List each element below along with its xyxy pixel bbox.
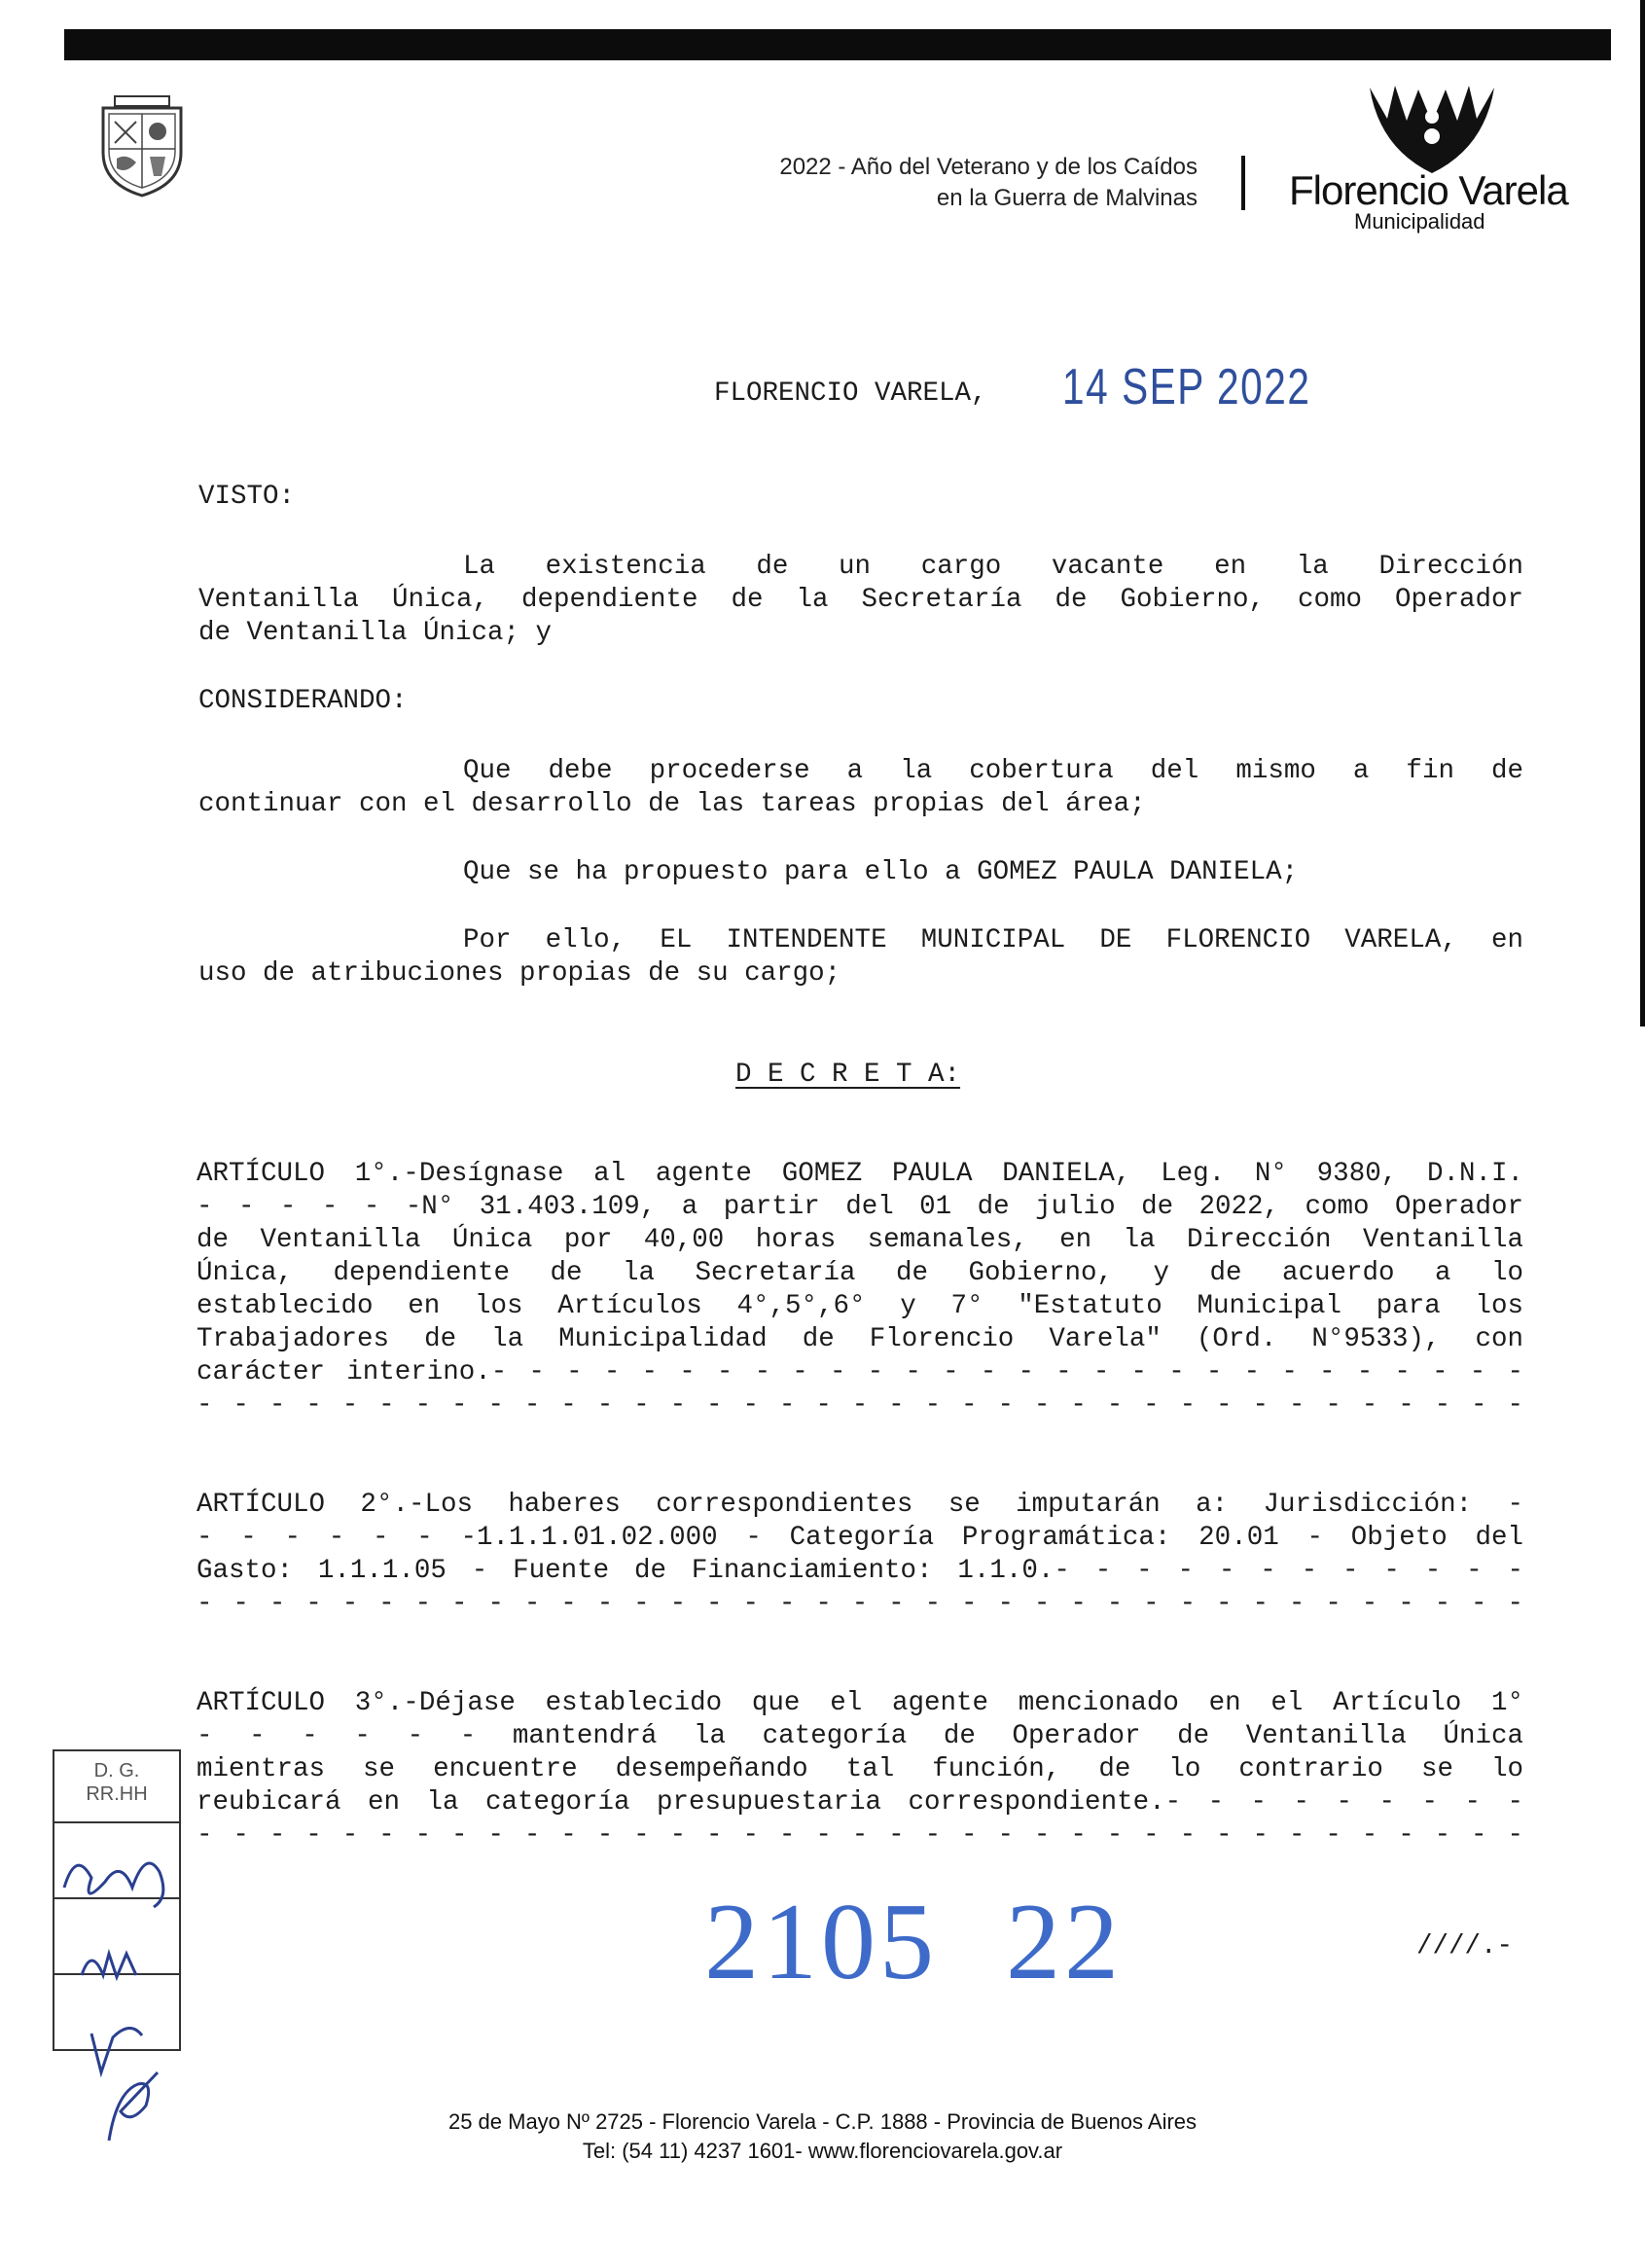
articulo-3-line: reubicará en la categoría presupuestaria correspondiente.- - - - - - - - - — [197, 1787, 1523, 1818]
articulo-1-line: carácter interino.- - - - - - - - - - - - - - - - - - - - - - - - - - - - — [197, 1357, 1523, 1387]
visto-text-line: Ventanilla Única, dependiente de la Secretaría de Gobierno, como Operador — [198, 585, 1523, 615]
logo-subtitle: Municipalidad — [1354, 209, 1485, 234]
articulo-1-line: Trabajadores de la Municipalidad de Florencio Varela" (Ord. N°9533), con — [197, 1324, 1523, 1354]
commemorative-motto — [779, 152, 1198, 214]
considerando-heading: CONSIDERANDO: — [198, 686, 408, 716]
articulo-1-line: de Ventanilla Única por 40,00 horas semanales, en la Dirección Ventanilla — [197, 1225, 1523, 1255]
motto-line-2: en la Guerra de Malvinas — [936, 185, 1198, 211]
municipal-coat-of-arms-icon — [97, 94, 187, 199]
articulo-2-line: ARTÍCULO 2°.-Los haberes correspondientes se imputarán a: Jurisdicción: - — [197, 1490, 1523, 1520]
articulo-2-line: - - - - - - -1.1.1.01.02.000 - Categoría Programática: 20.01 - Objeto del — [197, 1523, 1523, 1553]
articulo-1-line: establecido en los Artículos 4°,5°,6° y 7° "Estatuto Municipal para los — [197, 1291, 1523, 1321]
header-divider — [1241, 156, 1245, 210]
considerando-text-line: Por ello, EL INTENDENTE MUNICIPAL DE FLORENCIO VARELA, en — [463, 925, 1523, 955]
top-black-bar — [64, 29, 1611, 60]
motto-line-1: 2022 - Año del Veterano y de los Caídos — [779, 154, 1198, 180]
articulo-1-line: - - - - - -N° 31.403.109, a partir del 01 de julio de 2022, como Operador — [197, 1192, 1523, 1222]
considerando-text-line: continuar con el desarrollo de las tareas propias del área; — [198, 789, 1146, 819]
scan-edge-shadow — [1640, 0, 1645, 1026]
logo-wordmark: Florencio Varela — [1289, 167, 1568, 213]
articulo-3-filler-line: - - - - - - - - - - - - - - - - - - - - - - - - - - - - - - - - - - - - - — [197, 1820, 1523, 1851]
initials-box-label — [54, 1759, 179, 1806]
articulo-2-filler-line: - - - - - - - - - - - - - - - - - - - - - - - - - - - - - - - - - - - - - — [197, 1589, 1523, 1619]
visto-text-line: La existencia de un cargo vacante en la Dirección — [463, 552, 1523, 582]
considerando-text-line: uso de atribuciones propias de su cargo; — [198, 958, 841, 989]
considerando-text-line: Que se ha propuesto para ello a GOMEZ PAULA DANIELA; — [463, 857, 1299, 887]
decree-number-stamp: 2105 22 — [704, 1882, 1123, 2002]
initials-box-divider — [54, 1821, 179, 1823]
continued-mark: ////.- — [1416, 1931, 1514, 1962]
decreta-heading: D E C R E T A: — [735, 1060, 961, 1090]
articulo-3-line: ARTÍCULO 3°.-Déjase establecido que el agente mencionado en el Artículo 1° — [197, 1688, 1523, 1718]
footer-contact: Tel: (54 11) 4237 1601- www.florenciovarela.gov.ar — [582, 2139, 1063, 2163]
initials-box-label-line: D. G. — [93, 1760, 140, 1782]
place-label: FLORENCIO VARELA, — [714, 378, 987, 409]
date-stamp: 14 SEP 2022 — [1062, 359, 1311, 415]
articulo-3-line: mientras se encuentre desempeñando tal función, de lo contrario se lo — [197, 1754, 1523, 1784]
florencio-varela-logo-icon — [1360, 80, 1504, 177]
visto-heading: VISTO: — [198, 482, 296, 512]
articulo-2-line: Gasto: 1.1.1.05 - Fuente de Financiamiento: 1.1.0.- - - - - - - - - - - - — [197, 1556, 1523, 1586]
considerando-text-line: Que debe procederse a la cobertura del mismo a fin de — [463, 756, 1523, 786]
initials-box-label-line: RR.HH — [86, 1783, 148, 1805]
footer-address: 25 de Mayo Nº 2725 - Florencio Varela - C.P. 1888 - Provincia de Buenos Aires — [447, 2109, 1198, 2134]
visto-text-line: de Ventanilla Única; y — [198, 618, 553, 648]
articulo-3-line: - - - - - - mantendrá la categoría de Operador de Ventanilla Única — [197, 1721, 1523, 1751]
handwritten-initials-icon — [53, 1829, 189, 2150]
articulo-1-line: ARTÍCULO 1°.-Desígnase al agente GOMEZ PAULA DANIELA, Leg. N° 9380, D.N.I. — [197, 1159, 1523, 1189]
articulo-1-line: Única, dependiente de la Secretaría de Gobierno, y de acuerdo a lo — [197, 1258, 1523, 1288]
articulo-1-filler-line: - - - - - - - - - - - - - - - - - - - - - - - - - - - - - - - - - - - - - — [197, 1390, 1523, 1421]
